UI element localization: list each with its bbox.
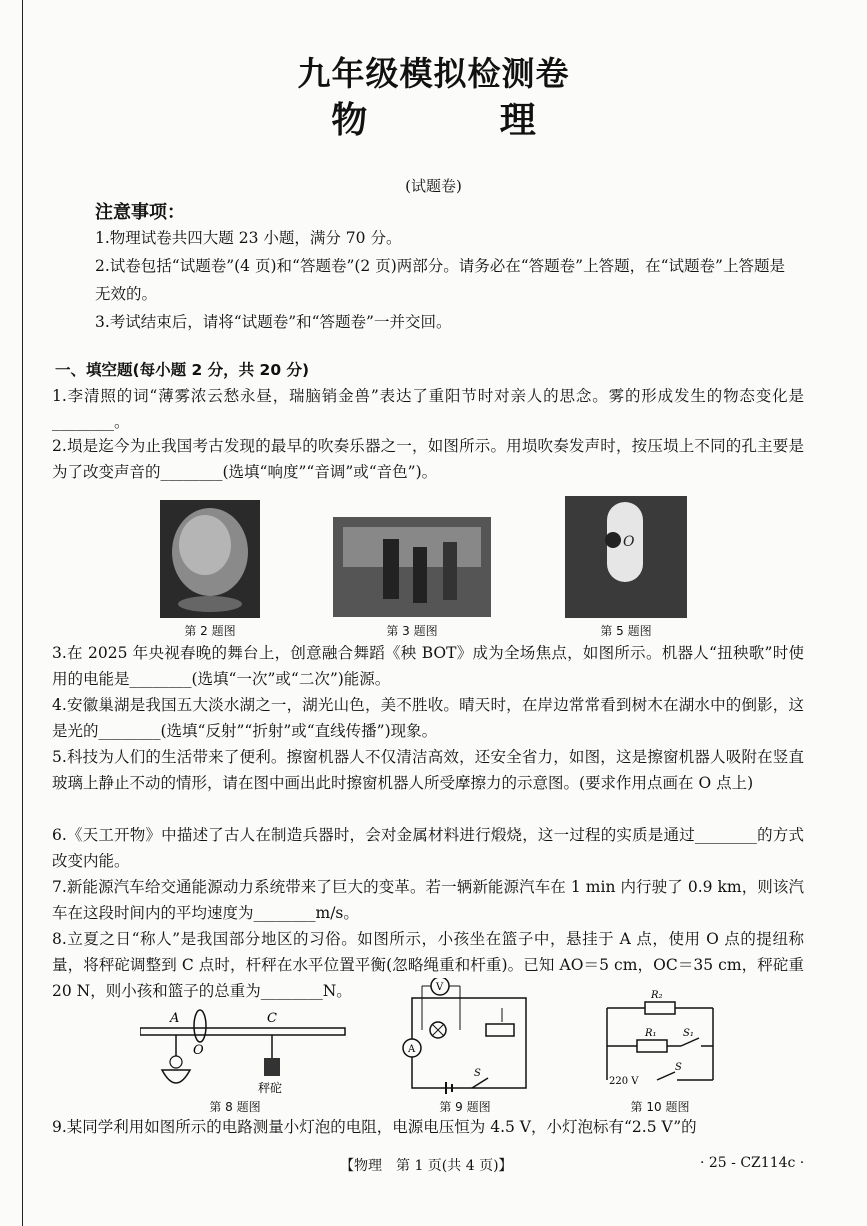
question-2: 2.埙是迄今为止我国考古发现的最早的吹奏乐器之一，如图所示。用埙吹奏发声时，按压埙上不同的孔主要是为了改变声音的________(选填“响度”“音调”或“音色”)。 [52, 437, 804, 481]
robot-dance-photo [333, 517, 491, 617]
point-C-label: C [267, 1011, 277, 1026]
subject-title: 物 理 [331, 100, 596, 141]
fig2-caption: 第 2 题图 [184, 624, 236, 638]
exam-title: 九年级模拟检测卷 [297, 54, 570, 93]
fig10-caption: 第 10 题图 [630, 1100, 690, 1114]
fig8-steelyard-diagram [140, 1008, 350, 1096]
question-4: 4.安徽巢湖是我国五大淡水湖之一，湖光山色，美不胜收。晴天时，在岸边常常看到树木在湖水中的倒影，这是光的________(选填“反射”“折射”或“直线传播”)现象。 [52, 696, 804, 740]
switch-label: S [474, 1068, 481, 1079]
question-6: 6.《天工开物》中描述了古人在制造兵器时，会对金属材料进行煅烧，这一过程的实质是通过________的方式改变内能。 [52, 826, 804, 870]
question-3: 3.在 2025 年央视春晚的舞台上，创意融合舞蹈《秧 BOT》成为全场焦点，如图所示。机器人“扭秧歌”时使用的电能是________(选填“一次”或“二次”)能源。 [52, 644, 804, 688]
footer-page-info: 【物理 第 1 页(共 4 页)】 [340, 1158, 513, 1174]
steelyard-bar [140, 1028, 345, 1035]
fig3-caption: 第 3 题图 [386, 624, 438, 638]
S1-label: S₁ [683, 1028, 694, 1039]
child-basket [162, 1070, 190, 1083]
question-1: 1.李清照的词“薄雾浓云愁永昼，瑞脑销金兽”表达了重阳节时对亲人的思念。雾的形成发生的物态变化是________。 [52, 387, 804, 431]
fig8-caption: 第 8 题图 [209, 1100, 261, 1114]
window-robot-photo [565, 496, 687, 618]
section-fill-blank-heading: 一、填空题(每小题 2 分，共 20 分) [55, 361, 310, 379]
notice-item-3: 3.考试结束后，请将“试题卷”和“答题卷”一并交回。 [95, 313, 452, 331]
lifting-knob [194, 1010, 206, 1042]
voltmeter-label: V [436, 982, 444, 993]
ammeter-label: A [408, 1044, 416, 1055]
fig10-circuit-diagram [595, 984, 725, 1096]
fig5-point-O: O [623, 534, 635, 550]
rheostat [486, 1024, 514, 1036]
point-O-label: O [193, 1043, 204, 1058]
fig5-caption: 第 5 题图 [600, 624, 652, 638]
R1-label: R₁ [645, 1028, 657, 1039]
footer-code: · 25 - CZ114c · [700, 1155, 805, 1171]
question-8: 8.立夏之日“称人”是我国部分地区的习俗。如图所示，小孩坐在篮子中，悬挂于 A 点，使用 O 点的提纽称量，将秤砣调整到 C 点时，杆秤在水平位置平衡(忽略绳重和杆重)。已知 AO＝5 cm，OC＝35 cm，秤砣重 20 N，则小孩和篮子的总重为________N。 [52, 930, 804, 1000]
notice-item-2: 2.试卷包括“试题卷”(4 页)和“答题卷”(2 页)两部分。请务必在“答题卷”上答题，在“试题卷”上答题是无效的。 [95, 257, 785, 303]
notice-title: 注意事项： [95, 202, 185, 223]
voltage-label: 220 V [609, 1076, 639, 1087]
switch-S [657, 1072, 675, 1080]
question-7: 7.新能源汽车给交通能源动力系统带来了巨大的变革。若一辆新能源汽车在 1 min 内行驶了 0.9 km，则该汽车在这段时间内的平均速度为________m/s。 [52, 878, 804, 922]
question-9: 9.某同学利用如图所示的电路测量小灯泡的电阻，电源电压恒为 4.5 V，小灯泡标有“2.5 V”的 [52, 1118, 697, 1136]
question-5: 5.科技为人们的生活带来了便利。擦窗机器人不仅清洁高效，还安全省力，如图，这是擦窗机器人吸附在竖直玻璃上静止不动的情形，请在图中画出此时擦窗机器人所受摩擦力的示意图。(要求作用点画在 O 点上) [52, 748, 804, 792]
weight-label: 秤砣 [258, 1081, 283, 1095]
R2-label: R₂ [651, 990, 663, 1001]
weight-block [264, 1058, 280, 1076]
point-A-label: A [170, 1011, 180, 1026]
S-label: S [675, 1062, 682, 1073]
switch-S1 [681, 1038, 699, 1046]
notice-item-1: 1.物理试卷共四大题 23 小题，满分 70 分。 [95, 229, 402, 247]
xun-photo [160, 500, 260, 618]
fig9-caption: 第 9 题图 [439, 1100, 491, 1114]
resistor-R2 [645, 1002, 675, 1014]
resistor-R1 [637, 1040, 667, 1052]
fig9-circuit-diagram [398, 978, 538, 1096]
switch [472, 1078, 488, 1088]
paper-type: (试题卷) [405, 177, 462, 195]
